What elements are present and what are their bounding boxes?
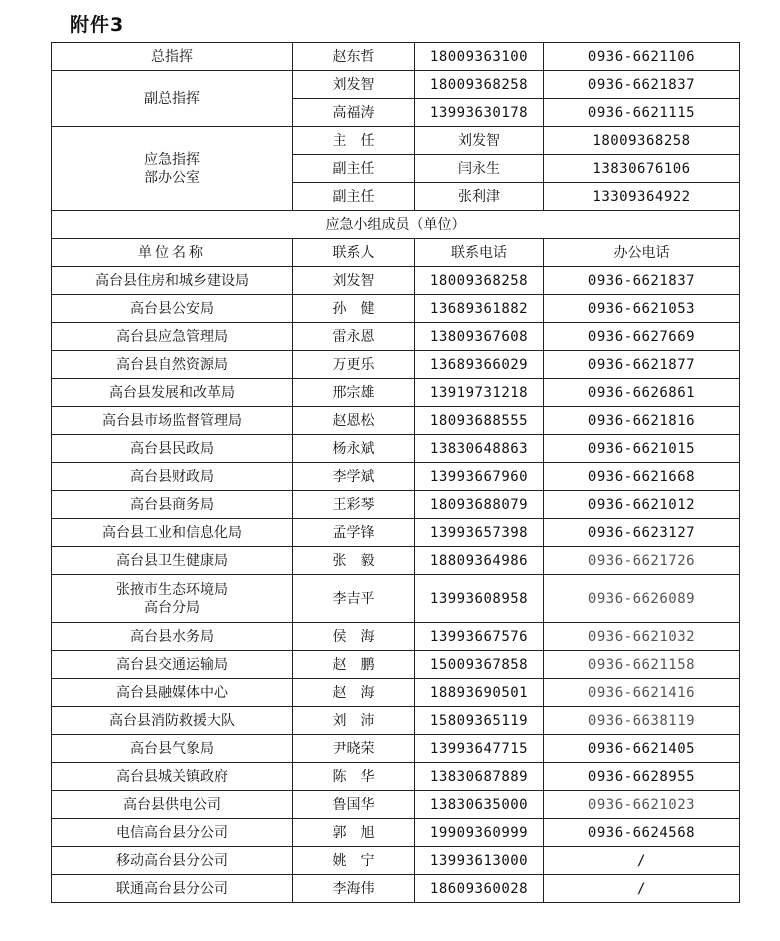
unit-office: 0936-6621816: [544, 407, 740, 435]
unit-contact: 刘发智: [293, 267, 415, 295]
office-role: 副主任: [293, 155, 415, 183]
unit-row: [52, 519, 740, 547]
unit-mobile: 13830687889: [415, 763, 544, 791]
unit-mobile: 18093688555: [415, 407, 544, 435]
unit-office: 0936-6621012: [544, 491, 740, 519]
unit-contact: 李海伟: [293, 875, 415, 903]
section-title-row: [52, 211, 740, 239]
unit-mobile: 18093688079: [415, 491, 544, 519]
unit-name: 高台县卫生健康局: [52, 547, 293, 575]
office-label: 应急指挥 部办公室: [52, 127, 293, 211]
unit-name: 高台县气象局: [52, 735, 293, 763]
unit-contact: 姚 宁: [293, 847, 415, 875]
unit-office: /: [544, 875, 740, 903]
unit-mobile: 18893690501: [415, 679, 544, 707]
unit-name: 高台县城关镇政府: [52, 763, 293, 791]
deputy-name: 高福涛: [293, 99, 415, 127]
unit-name: 高台县发展和改革局: [52, 379, 293, 407]
office-staff-name: 刘发智: [415, 127, 544, 155]
chief-row: [52, 43, 740, 71]
unit-mobile: 13689366029: [415, 351, 544, 379]
unit-mobile: 13830635000: [415, 791, 544, 819]
unit-name: 高台县公安局: [52, 295, 293, 323]
unit-row: [52, 875, 740, 903]
unit-office: 0936-6621158: [544, 651, 740, 679]
deputy-mobile: 18009368258: [415, 71, 544, 99]
office-staff-phone: 18009368258: [544, 127, 740, 155]
unit-contact: 赵 鹏: [293, 651, 415, 679]
unit-row: [52, 651, 740, 679]
column-header-row: [52, 239, 740, 267]
deputy-row: [52, 71, 740, 99]
office-role: 副主任: [293, 183, 415, 211]
unit-name: 高台县融媒体中心: [52, 679, 293, 707]
unit-row: [52, 575, 740, 623]
unit-contact: 李学斌: [293, 463, 415, 491]
section-title: 应急小组成员（单位）: [52, 211, 740, 239]
unit-row: [52, 379, 740, 407]
unit-contact: 张 毅: [293, 547, 415, 575]
unit-contact: 刘 沛: [293, 707, 415, 735]
unit-name: 高台县住房和城乡建设局: [52, 267, 293, 295]
unit-office: 0936-6626861: [544, 379, 740, 407]
office-staff-phone: 13309364922: [544, 183, 740, 211]
unit-name: 高台县水务局: [52, 623, 293, 651]
unit-name: 高台县工业和信息化局: [52, 519, 293, 547]
unit-row: [52, 623, 740, 651]
unit-name: 高台县财政局: [52, 463, 293, 491]
unit-row: [52, 463, 740, 491]
unit-row: [52, 763, 740, 791]
unit-row: [52, 791, 740, 819]
unit-mobile: 13993647715: [415, 735, 544, 763]
deputy-mobile: 13993630178: [415, 99, 544, 127]
unit-row: [52, 707, 740, 735]
col-header-mobile: 联系电话: [415, 239, 544, 267]
unit-mobile: 13993613000: [415, 847, 544, 875]
unit-row: [52, 547, 740, 575]
unit-row: [52, 407, 740, 435]
unit-contact: 郭 旭: [293, 819, 415, 847]
unit-name: 高台县交通运输局: [52, 651, 293, 679]
unit-contact: 杨永斌: [293, 435, 415, 463]
unit-office: 0936-6621877: [544, 351, 740, 379]
deputy-label: 副总指挥: [52, 71, 293, 127]
chief-name: 赵东哲: [293, 43, 415, 71]
unit-contact: 赵恩松: [293, 407, 415, 435]
unit-office: 0936-6627669: [544, 323, 740, 351]
unit-office: 0936-6621405: [544, 735, 740, 763]
attachment-heading: 附件3: [70, 14, 125, 36]
unit-mobile: 13993667576: [415, 623, 544, 651]
unit-contact: 邢宗雄: [293, 379, 415, 407]
unit-name: 高台县消防救援大队: [52, 707, 293, 735]
unit-mobile: 15009367858: [415, 651, 544, 679]
unit-contact: 孟学锋: [293, 519, 415, 547]
unit-office: 0936-6623127: [544, 519, 740, 547]
deputy-office: 0936-6621115: [544, 99, 740, 127]
unit-mobile: 13830648863: [415, 435, 544, 463]
unit-row: [52, 735, 740, 763]
unit-office: 0936-6621015: [544, 435, 740, 463]
unit-row: [52, 323, 740, 351]
unit-mobile: 13993608958: [415, 575, 544, 623]
office-role: 主 任: [293, 127, 415, 155]
unit-name: 电信高台县分公司: [52, 819, 293, 847]
col-header-unit: 单位名称: [52, 239, 293, 267]
unit-mobile: 18009368258: [415, 267, 544, 295]
unit-row: [52, 819, 740, 847]
unit-office: /: [544, 847, 740, 875]
unit-contact: 万更乐: [293, 351, 415, 379]
unit-office: 0936-6621053: [544, 295, 740, 323]
unit-mobile: 15809365119: [415, 707, 544, 735]
unit-contact: 王彩琴: [293, 491, 415, 519]
unit-row: [52, 491, 740, 519]
office-staff-row: [52, 127, 740, 155]
unit-office: 0936-6621416: [544, 679, 740, 707]
unit-mobile: 19909360999: [415, 819, 544, 847]
unit-office: 0936-6626089: [544, 575, 740, 623]
unit-contact: 赵 海: [293, 679, 415, 707]
chief-office: 0936-6621106: [544, 43, 740, 71]
unit-office: 0936-6628955: [544, 763, 740, 791]
unit-row: [52, 295, 740, 323]
unit-name: 高台县民政局: [52, 435, 293, 463]
unit-contact: 雷永恩: [293, 323, 415, 351]
office-staff-name: 张利津: [415, 183, 544, 211]
unit-row: [52, 435, 740, 463]
office-staff-phone: 13830676106: [544, 155, 740, 183]
unit-office: 0936-6621023: [544, 791, 740, 819]
office-staff-name: 闫永生: [415, 155, 544, 183]
col-header-contact: 联系人: [293, 239, 415, 267]
deputy-office: 0936-6621837: [544, 71, 740, 99]
unit-row: [52, 267, 740, 295]
unit-office: 0936-6621726: [544, 547, 740, 575]
unit-row: [52, 847, 740, 875]
unit-mobile: 13993667960: [415, 463, 544, 491]
unit-office: 0936-6624568: [544, 819, 740, 847]
contact-table: [51, 42, 740, 903]
col-header-office: 办公电话: [544, 239, 740, 267]
unit-name: 高台县供电公司: [52, 791, 293, 819]
unit-contact: 孙 健: [293, 295, 415, 323]
unit-contact: 侯 海: [293, 623, 415, 651]
unit-office: 0936-6638119: [544, 707, 740, 735]
unit-mobile: 13689361882: [415, 295, 544, 323]
unit-name: 联通高台县分公司: [52, 875, 293, 903]
unit-name: 高台县商务局: [52, 491, 293, 519]
unit-office: 0936-6621032: [544, 623, 740, 651]
deputy-name: 刘发智: [293, 71, 415, 99]
unit-office: 0936-6621837: [544, 267, 740, 295]
unit-contact: 尹晓荣: [293, 735, 415, 763]
unit-name: 高台县市场监督管理局: [52, 407, 293, 435]
unit-mobile: 13919731218: [415, 379, 544, 407]
unit-contact: 陈 华: [293, 763, 415, 791]
unit-mobile: 18809364986: [415, 547, 544, 575]
unit-name: 高台县应急管理局: [52, 323, 293, 351]
unit-mobile: 13809367608: [415, 323, 544, 351]
unit-contact: 李吉平: [293, 575, 415, 623]
unit-mobile: 18609360028: [415, 875, 544, 903]
chief-label: 总指挥: [52, 43, 293, 71]
unit-office: 0936-6621668: [544, 463, 740, 491]
unit-row: [52, 351, 740, 379]
unit-mobile: 13993657398: [415, 519, 544, 547]
unit-name: 张掖市生态环境局 高台分局: [52, 575, 293, 623]
unit-contact: 鲁国华: [293, 791, 415, 819]
unit-name: 高台县自然资源局: [52, 351, 293, 379]
unit-name: 移动高台县分公司: [52, 847, 293, 875]
chief-mobile: 18009363100: [415, 43, 544, 71]
unit-row: [52, 679, 740, 707]
